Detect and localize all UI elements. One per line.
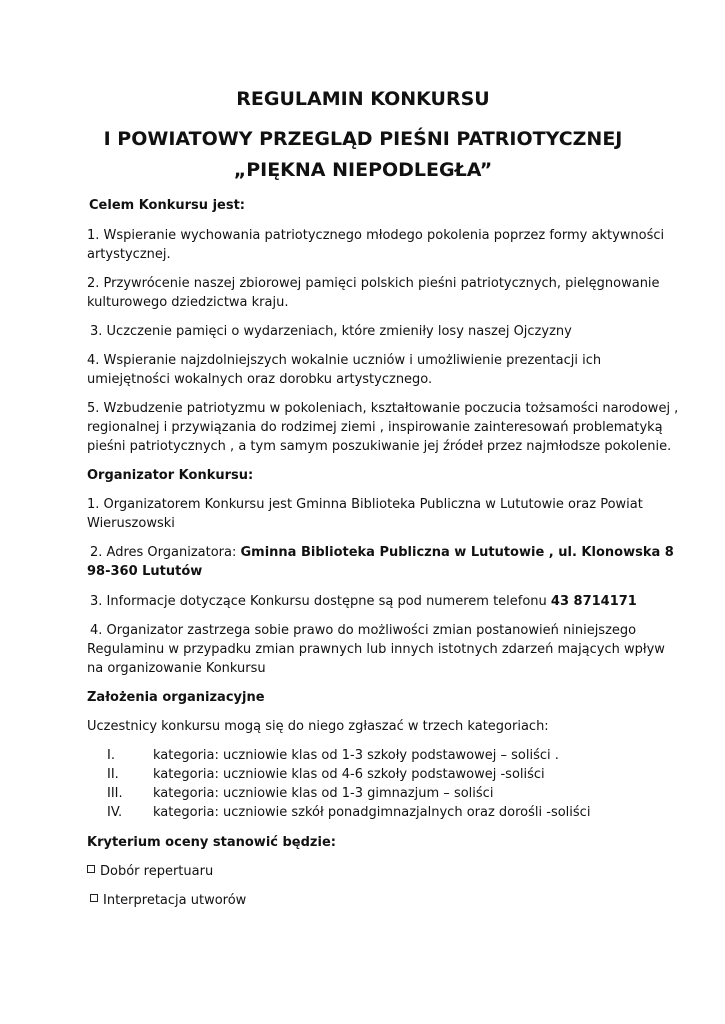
square-bullet-icon <box>87 865 95 873</box>
organizer-phone-info <box>90 592 650 611</box>
organizer-address <box>90 543 674 562</box>
criteria-heading: Kryterium oceny stanowić będzie: <box>87 835 336 850</box>
category-number: III. <box>107 786 123 801</box>
organizer-4-line-1: 4. Organizator zastrzega sobie prawo do możliwości zmian postanowień niniejszego <box>90 623 637 638</box>
organizer-4-line-2: Regulaminu w przypadku zmian prawnych lub innych istotnych zdarzeń mających wpływ <box>87 642 665 657</box>
goal-2-line-2: kulturowego dziedzictwa kraju. <box>87 295 289 310</box>
category-text: kategoria: uczniowie szkół ponadgimnazjalnych oraz dorośli -soliści <box>153 805 591 820</box>
contest-subtitle: „PIĘKNA NIEPODLEGŁA” <box>233 159 493 181</box>
category-item <box>107 784 667 803</box>
organizer-address-label: 2. Adres Organizatora: <box>90 545 241 560</box>
organizer-1-line-2: Wieruszowski <box>87 516 175 531</box>
criteria-item <box>90 891 650 910</box>
organizer-address-value: Gminna Biblioteka Publiczna w Lututowie , ul. Klonowska 8 <box>240 545 674 560</box>
organizer-heading: Organizator Konkursu: <box>87 468 254 483</box>
category-item <box>107 765 667 784</box>
goal-3-line-1: 3. Uczczenie pamięci o wydarzeniach, które zmieniły losy naszej Ojczyzny <box>90 324 572 339</box>
criteria-item-label: Interpretacja utworów <box>103 893 247 908</box>
goal-5-line-3: pieśni patriotycznych , a tym samym poszukiwanie jej źródeł przez najmłodsze pokolenie. <box>87 439 672 454</box>
organizer-postal-code: 98-360 Lututów <box>87 564 203 579</box>
organization-intro: Uczestnicy konkursu mogą się do niego zgłaszać w trzech kategoriach: <box>87 719 549 734</box>
goals-heading: Celem Konkursu jest: <box>89 198 245 213</box>
category-item <box>107 746 667 765</box>
goal-4-line-1: 4. Wspieranie najzdolniejszych wokalnie uczniów i umożliwienie prezentacji ich <box>87 353 602 368</box>
organizer-1-line-1: 1. Organizatorem Konkursu jest Gminna Biblioteka Publiczna w Lututowie oraz Powiat <box>87 497 643 512</box>
goal-5-line-2: regionalnej i przywiązania do rodzimej ziemi , inspirowanie zainteresowań problematyką <box>87 420 663 435</box>
organizer-phone-number: 43 8714171 <box>550 594 637 609</box>
organization-heading: Założenia organizacyjne <box>87 690 265 705</box>
square-bullet-icon <box>90 894 98 902</box>
criteria-item <box>87 862 647 881</box>
goal-1-line-1: 1. Wspieranie wychowania patriotycznego młodego pokolenia poprzez formy aktywności <box>87 228 665 243</box>
contest-name: I POWIATOWY PRZEGLĄD PIEŚNI PATRIOTYCZNEJ <box>103 128 623 150</box>
goal-2-line-1: 2. Przywrócenie naszej zbiorowej pamięci polskich pieśni patriotycznych, pielęgnowanie <box>87 276 660 291</box>
criteria-item-label: Dobór repertuaru <box>100 864 214 879</box>
category-number: II. <box>107 767 119 782</box>
goal-1-line-2: artystycznej. <box>87 247 171 262</box>
organizer-4-line-3: na organizowanie Konkursu <box>87 661 266 676</box>
goal-5-line-1: 5. Wzbudzenie patriotyzmu w pokoleniach, kształtowanie poczucia tożsamości narodowej , <box>87 401 679 416</box>
category-item <box>107 803 667 822</box>
goal-4-line-2: umiejętności wokalnych oraz dorobku artystycznego. <box>87 372 433 387</box>
category-text: kategoria: uczniowie klas od 1-3 gimnazjum – soliści <box>153 786 494 801</box>
category-number: IV. <box>107 805 123 820</box>
organizer-phone-label: 3. Informacje dotyczące Konkursu dostępne są pod numerem telefonu <box>90 594 551 609</box>
category-text: kategoria: uczniowie klas od 4-6 szkoły podstawowej -soliści <box>153 767 545 782</box>
category-text: kategoria: uczniowie klas od 1-3 szkoły podstawowej – soliści . <box>153 748 559 763</box>
document-title: REGULAMIN KONKURSU <box>236 88 490 110</box>
category-number: I. <box>107 748 115 763</box>
